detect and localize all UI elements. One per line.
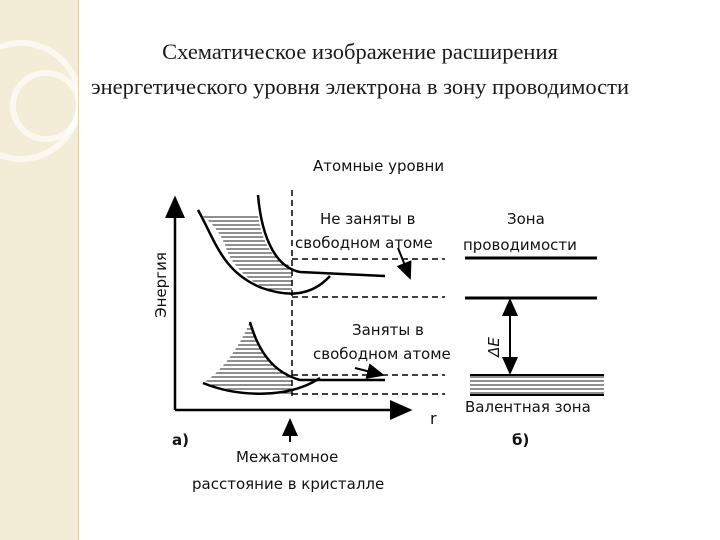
energy-axis-label: Энергия [151, 252, 170, 318]
interatomic-label-line-1: Межатомное [236, 448, 339, 466]
conduction-band-label-line-2: проводимости [463, 236, 577, 254]
lower-band-region [205, 322, 292, 396]
occupied-label-line-1: Заняты в [352, 321, 424, 339]
conduction-band-label-line-1: Зона [507, 210, 545, 228]
title-line-2: энергетического уровня электрона в зону проводимости [90, 74, 630, 99]
occupied-pointer-arrow [355, 368, 383, 375]
upper-band-region [200, 215, 292, 296]
unoccupied-pointer-arrow [398, 248, 410, 278]
atomic-levels-label: Атомные уровни [313, 157, 445, 175]
title-line-1: Схематическое изображение расширения [162, 39, 558, 64]
energy-gap-label: ΔE [484, 337, 503, 357]
unoccupied-label-line-1: Не заняты в [320, 210, 416, 228]
unoccupied-label-line-2: свободном атоме [295, 234, 433, 252]
interatomic-label-line-2: расстояние в кристалле [192, 475, 385, 493]
part-a-label: а) [172, 431, 189, 449]
valence-band-region [470, 375, 604, 395]
valence-band-label: Валентная зона [465, 398, 591, 416]
part-b-label: б) [512, 431, 530, 449]
occupied-label-line-2: свободном атоме [313, 345, 451, 363]
r-axis-label: r [430, 409, 437, 428]
